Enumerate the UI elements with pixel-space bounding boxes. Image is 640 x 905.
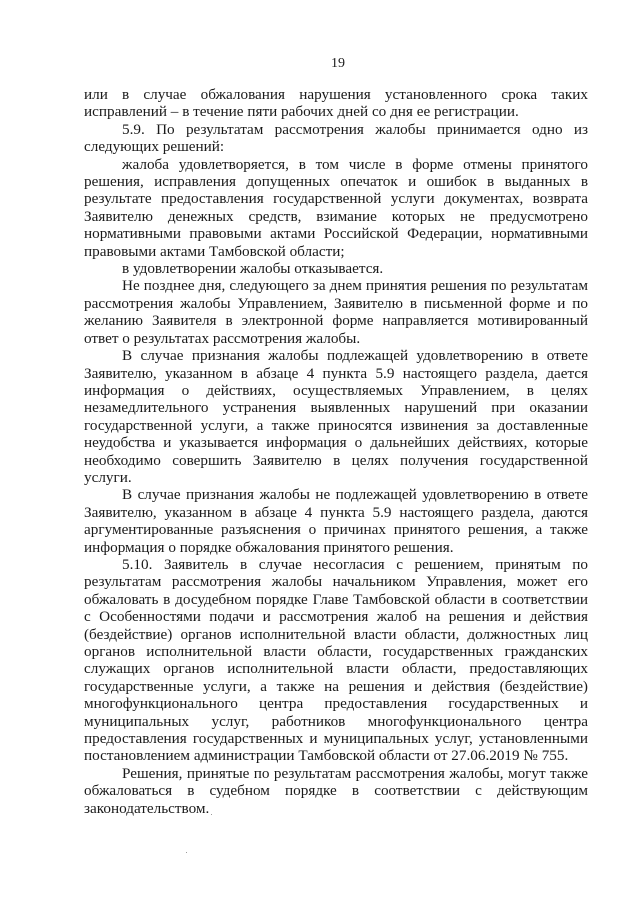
document-body bbox=[84, 86, 588, 817]
decision-options-list bbox=[84, 156, 588, 278]
paragraph-refused-response: В случае признания жалобы не подлежащей удовлетворению в ответе Заявителю, указанном в абзаце 4 пункта 5.9 настоящего раздела, даются аргументированные разъяснения о причинах принятого решения, а также информация о порядке обжалования принятого решения. bbox=[84, 486, 588, 556]
paragraph-court-appeal: Решения, принятые по результатам рассмотрения жалобы, могут также обжаловаться в судебном порядке в соответствии с действующим законодательством. bbox=[84, 764, 588, 817]
paragraph-response-deadline: Не позднее дня, следующего за днем принятия решения по результатам рассмотрения жалобы Управлением, Заявителю в письменной форме и по желанию Заявителя в электронной форме направляется мотивированный ответ о результатах рассмотрения жалобы. bbox=[84, 277, 588, 347]
scan-speck bbox=[211, 814, 212, 815]
paragraph-5-10: 5.10. Заявитель в случае несогласия с решением, принятым по результатам рассмотрения жалобы начальником Управления, может его обжаловать в досудебном порядке Главе Тамбовской области в соответствии с Особенностями подачи и рассмотрения жалоб на решения и действия (бездействие) органов исполнительной власти области, должностных лиц органов исполнительной власти области, государственных гражданских служащих органов исполнительной власти области, предоставляющих государственные услуги, а также на решения и действия (бездействие) многофункционального центра предоставления государственных и муниципальных услуг, работников многофункционального центра предоставления государственных и муниципальных услуг, установленными постановлением администрации Тамбовской области от 27.06.2019 № 755. bbox=[84, 555, 588, 765]
decision-option-satisfied: жалоба удовлетворяется, в том числе в форме отмены принятого решения, исправления допущенных опечаток и ошибок в выданных в результате предоставления государственной услуги документах, возврата Заявителю денежных средств, взимание которых не предусмотрено нормативными правовыми актами Российской Федерации, нормативными правовыми актами Тамбовской области; bbox=[84, 155, 588, 260]
scan-speck bbox=[186, 852, 187, 853]
decision-option-refused: в удовлетворении жалобы отказывается. bbox=[122, 260, 384, 278]
paragraph-satisfied-response: В случае признания жалобы подлежащей удовлетворению в ответе Заявителю, указанном в абзаце 4 пункта 5.9 настоящего раздела, дается информация о действиях, осуществляемых Управлением, в целях незамедлительного устранения выявленных нарушений при оказании государственной услуги, а также приносятся извинения за доставленные неудобства и указывается информация о дальнейших действиях, которые необходимо совершить Заявителю в целях получения государственной услуги. bbox=[84, 347, 588, 486]
paragraph-continuation: или в случае обжалования нарушения установленного срока таких исправлений – в течение пяти рабочих дней со дня ее регистрации. bbox=[84, 86, 588, 121]
page-number: 19 bbox=[331, 56, 345, 71]
paragraph-5-9: 5.9. По результатам рассмотрения жалобы принимается одно из следующих решений: bbox=[84, 120, 588, 156]
